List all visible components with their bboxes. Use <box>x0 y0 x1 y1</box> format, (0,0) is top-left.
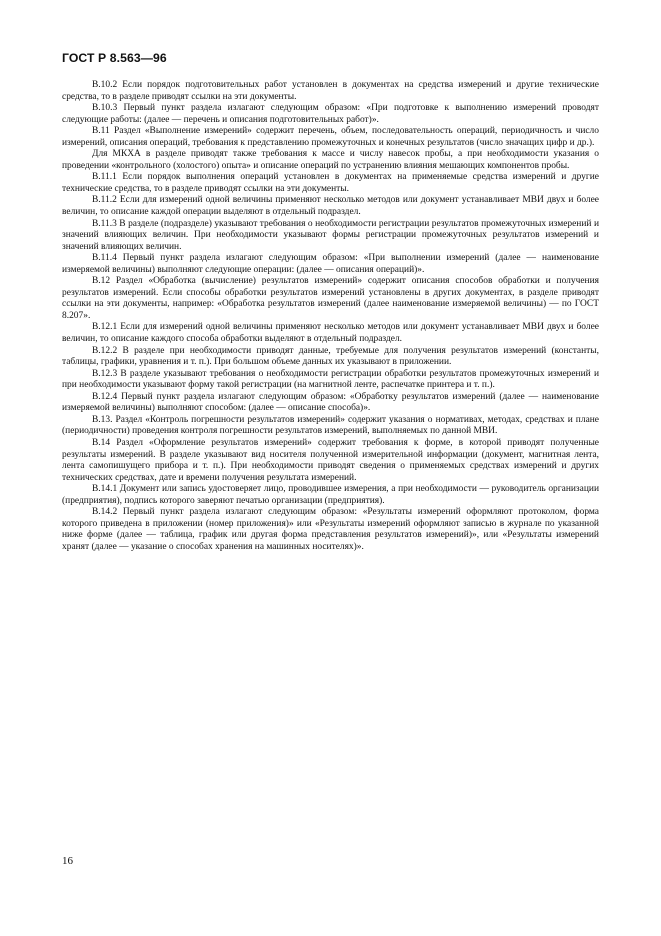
paragraph-b-14-1: В.14.1 Документ или запись удостоверяет лицо, проводившее измерения, а при необходимости — руководитель организации (предприятия), подпись которого заверяют печатью организации (предприятия). <box>62 484 599 506</box>
paragraph-b-14-2: В.14.2 Первый пункт раздела излагают следующим образом: «Результаты измерений оформляют протоколом, форма которого приведена в приложении (номер приложения)» или «Результаты измерений оформляют записью в журнале по указанной ниже форме (далее — таблица, график или другая форма представления результатов измерений)», или «Результаты измерений хранят (далее — указание о способах хранения на машинных носителях)». <box>62 507 599 552</box>
paragraph-mkha-requirements: Для МКХА в разделе приводят также требования к массе и числу навесок пробы, а при необходимости указания о проведении «контрольного (холостого) опыта» и описание операций по устранению влияния мешающих компонентов пробы. <box>62 149 599 171</box>
paragraph-b-12-3: В.12.3 В разделе указывают требования о необходимости регистрации обработки результатов промежуточных измерений и при необходимости указывают форму такой регистрации (на магнитной ленте, распечатке принтера и т. п.). <box>62 368 599 391</box>
paragraph-b-13: В.13. Раздел «Контроль погрешности результатов измерений» содержит указания о нормативах, методах, средствах и плане (периодичности) проведения контроля погрешности результатов измерений, выполняемых по данной МВИ. <box>62 414 599 437</box>
page-number: 16 <box>62 855 73 867</box>
paragraph-b-12: В.12 Раздел «Обработка (вычисление) результатов измерений» содержит описания способов обработки и получения результатов измерений. Если способы обработки результатов измерений установлены в других документах, в разделе приводят ссылки на эти документы, например: «Обработка результатов измерений (далее наименование измеряемой величины) — по ГОСТ 8.207». <box>62 276 599 321</box>
paragraph-b-11-1: В.11.1 Если порядок выполнения операций установлен в документах на применяемые средства измерений и другие технические средства, то в разделе приводят ссылки на эти документы. <box>62 172 599 194</box>
paragraph-b-11-3: В.11.3 В разделе (подразделе) указывают требования о необходимости регистрации результатов промежуточных измерений и значений влияющих величин. При необходимости указывают формы регистрации промежуточных результатов измерений и значений влияющих величин. <box>62 218 599 252</box>
document-standard-title: ГОСТ Р 8.563—96 <box>62 51 167 65</box>
paragraph-b-11-2: В.11.2 Если для измерений одной величины применяют несколько методов или документ устанавливает МВИ двух и более величин, то описание каждой операции выделяют в отдельный подраздел. <box>62 195 599 218</box>
paragraph-b-10-2: В.10.2 Если порядок подготовительных работ установлен в документах на средства измерений и другие технические средства, то в разделе приводят ссылки на эти документы. <box>62 80 599 102</box>
paragraph-b-10-3: В.10.3 Первый пункт раздела излагают следующим образом: «При подготовке к выполнению измерений проводят следующие работы: (далее — перечень и описания подготовительных работ)». <box>62 103 599 125</box>
paragraph-b-11-4: В.11.4 Первый пункт раздела излагают следующим образом: «При выполнении измерений (далее — наименование измеряемой величины) выполняют следующие операции: (далее — описания операций)». <box>62 253 599 275</box>
paragraph-b-12-1: В.12.1 Если для измерений одной величины применяют несколько методов или документ устанавливает МВИ двух и более величин, то описание каждого способа обработки выделяют в отдельный подраздел. <box>62 322 599 345</box>
paragraph-b-11: В.11 Раздел «Выполнение измерений» содержит перечень, объем, последовательность операций, периодичность и число измерений, описания операций, требования к представлению промежуточных и конечных результатов (число значащих цифр и др.). <box>62 126 599 148</box>
paragraph-b-14: В.14 Раздел «Оформление результатов измерений» содержит требования к форме, в которой приводят полученные результаты измерений. В разделе указывают вид носителя полученной измерительной информации (документ, магнитная лента, лента самопишущего прибора и т. п.). При необходимости приводят сведения о применяемых средствах измерений и других технических средствах, дате и времени получения результата измерений. <box>62 437 599 483</box>
paragraph-b-12-4: В.12.4 Первый пункт раздела излагают следующим образом: «Обработку результатов измерений (далее — наименование измеряемой величины) выполняют способом: (далее — описание способа)». <box>62 391 599 414</box>
document-body <box>62 80 599 553</box>
paragraph-b-12-2: В.12.2 В разделе при необходимости приводят данные, требуемые для получения результатов измерений (константы, таблицы, графики, уравнения и т. п.). При большом объеме данных их указывают в приложении. <box>62 345 599 368</box>
